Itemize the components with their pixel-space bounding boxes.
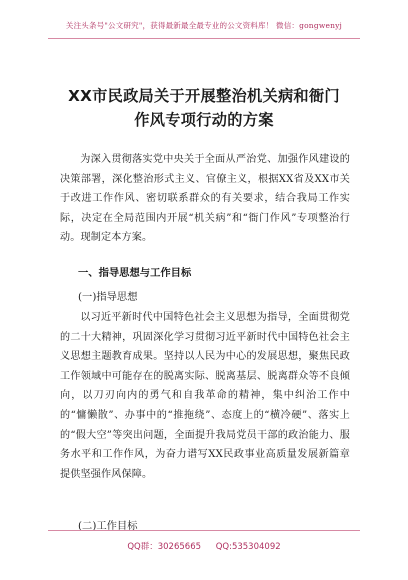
- document-title: [48, 84, 360, 132]
- header-divider: [48, 38, 360, 39]
- footer-qq: QQ:535304092: [215, 542, 281, 552]
- intro-paragraph: 为深入贯彻落实党中央关于全面从严治党、加强作风建设的决策部署，深化整治形式主义、官僚主义，根据XX省及XX市关于改进工作作风、密切联系群众的有关要求，结合我局工作实际，决定在全局范围内开展“机关病”和“衙门作风”专项整治行动。现制定本方案。: [60, 154, 350, 244]
- title-line-1: XX市民政局关于开展整治机关病和衙门: [68, 87, 340, 105]
- section-heading-1: 一、指导思想与工作目标: [78, 267, 192, 279]
- subsection-heading-2: (二)工作目标: [78, 520, 138, 532]
- footer-qq-group: QQ群：30265665: [127, 542, 202, 552]
- subsection-heading-1: (一)指导思想: [78, 291, 138, 303]
- title-line-2: 作风专项行动的方案: [134, 111, 274, 129]
- footer-contact: [0, 540, 408, 552]
- guiding-principle-paragraph: 以习近平新时代中国特色社会主义思想为指导，全面贯彻党的二十大精神，巩固深化学习贯彻习近平新时代中国特色社会主义思想主题教育成果。坚持以人民为中心的发展思想，聚焦民政工作领域中可能存在的脱离实际、脱离基层、脱离群众等不良倾向，以刀刃向内的勇气和自我革命的精神，集中纠治工作中的“慵懒散”、办事中的“推拖绕”、态度上的“横冷硬”、落实上的“假大空”等突出问题，全面提升我局党员干部的政治能力、服务水平和工作作风，为奋力谱写XX民政事业高质量发展新篇章提供坚强作风保障。: [60, 312, 350, 480]
- header-note: 关注头条号"公文研究"，获得最新最全最专业的公文资料库！ 微信：gongwenyj: [65, 21, 343, 30]
- footer-divider: [48, 530, 360, 531]
